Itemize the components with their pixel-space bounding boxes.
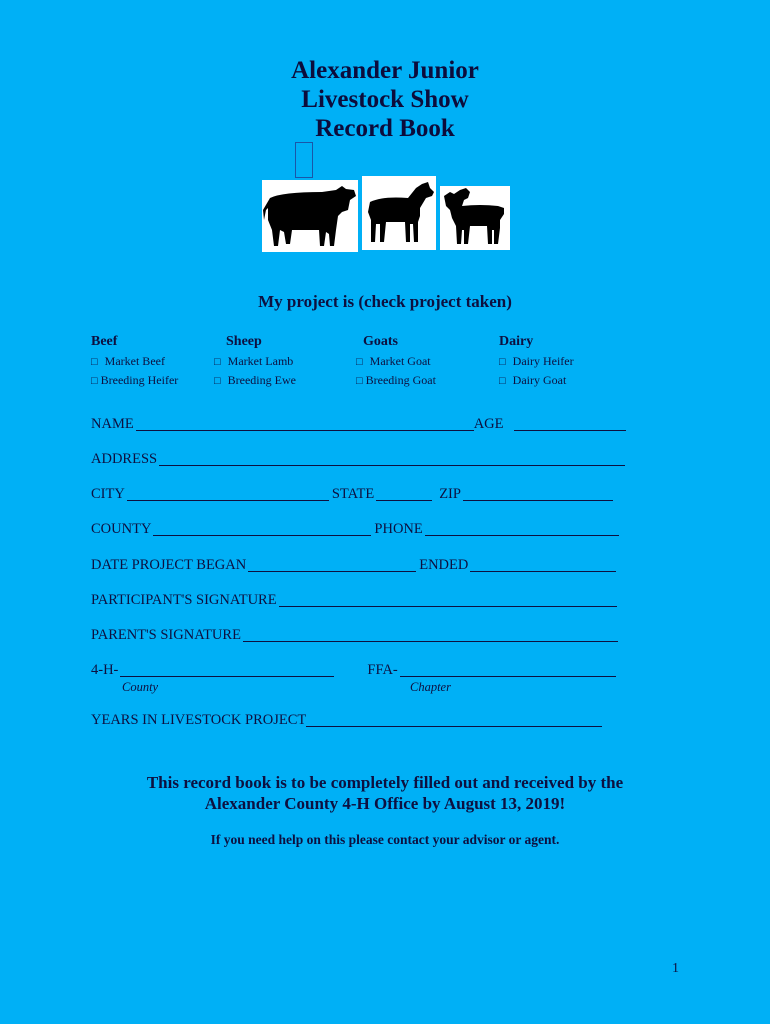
checkbox-icon[interactable]: □ — [214, 375, 221, 387]
parent-signature-field[interactable] — [243, 627, 618, 642]
column-title: Goats — [363, 334, 398, 349]
fourh-ffa-row — [91, 662, 619, 679]
ffa-label: FFA- — [367, 662, 398, 678]
parent-signature-row — [91, 627, 621, 644]
years-label: YEARS IN LIVESTOCK PROJECT — [91, 712, 307, 728]
state-field[interactable] — [376, 486, 432, 501]
deadline-notice — [0, 772, 770, 814]
option-label: Market Goat — [369, 354, 431, 368]
title-line-1: Alexander Junior — [291, 57, 479, 84]
county-phone-row — [91, 521, 622, 538]
option-label: Breeding Ewe — [227, 373, 296, 387]
name-field[interactable] — [136, 416, 474, 431]
participant-signature-row — [91, 592, 620, 609]
checkbox-icon[interactable]: □ — [356, 356, 363, 368]
project-column-sheep — [214, 333, 296, 390]
goat-silhouette-icon — [440, 186, 510, 250]
name-label: NAME — [91, 416, 134, 432]
age-field[interactable] — [514, 416, 626, 431]
zip-label: ZIP — [439, 486, 461, 502]
checkbox-icon[interactable]: □ — [499, 356, 506, 368]
address-label: ADDRESS — [91, 451, 158, 467]
column-title: Beef — [91, 334, 118, 349]
lamb-silhouette-icon — [362, 176, 436, 250]
county-label: COUNTY — [91, 521, 152, 537]
years-field[interactable] — [306, 712, 602, 727]
checkbox-option[interactable] — [91, 352, 178, 371]
checkbox-option[interactable] — [356, 352, 436, 371]
checkbox-option[interactable] — [356, 371, 436, 390]
date-began-field[interactable] — [248, 557, 416, 572]
parent-signature-label: PARENT'S SIGNATURE — [91, 627, 241, 643]
checkbox-option[interactable] — [91, 371, 178, 390]
project-column-dairy — [499, 333, 574, 390]
participant-signature-label: PARTICIPANT'S SIGNATURE — [91, 592, 277, 608]
project-heading: My project is (check project taken) — [258, 292, 512, 311]
ended-field[interactable] — [470, 557, 616, 572]
notice-line-2: Alexander County 4-H Office by August 13, 2019! — [204, 794, 566, 813]
title-line-2: Livestock Show — [301, 86, 469, 113]
checkbox-icon[interactable]: □ — [499, 375, 506, 387]
city-label: CITY — [91, 486, 125, 502]
title-line-3: Record Book — [315, 115, 455, 142]
page-number: 1 — [672, 961, 679, 976]
page-title — [0, 56, 770, 143]
checkbox-option[interactable] — [214, 352, 296, 371]
name-age-row — [91, 416, 629, 433]
option-label: Dairy Heifer — [512, 354, 574, 368]
checkbox-icon[interactable]: □ — [91, 375, 98, 387]
state-label: STATE — [331, 486, 375, 502]
cow-silhouette-icon — [262, 180, 358, 252]
fourh-field[interactable] — [120, 662, 334, 677]
help-note: If you need help on this please contact your advisor or agent. — [210, 832, 560, 847]
option-label: Market Beef — [104, 354, 165, 368]
missing-glyph-box — [295, 142, 313, 178]
city-state-zip-row — [91, 486, 616, 503]
checkbox-option[interactable] — [214, 371, 296, 390]
option-label: Market Lamb — [227, 354, 294, 368]
project-column-goats — [356, 333, 436, 390]
county-field[interactable] — [153, 521, 371, 536]
checkbox-option[interactable] — [499, 371, 574, 390]
city-field[interactable] — [127, 486, 329, 501]
option-label: Breeding Goat — [365, 373, 436, 387]
checkbox-icon[interactable]: □ — [356, 375, 363, 387]
address-row — [91, 451, 628, 468]
ffa-field[interactable] — [400, 662, 616, 677]
fourh-county-caption: County — [122, 680, 159, 694]
phone-field[interactable] — [425, 521, 619, 536]
date-began-label: DATE PROJECT BEGAN — [91, 557, 247, 573]
option-label: Breeding Heifer — [100, 373, 179, 387]
address-field[interactable] — [159, 451, 625, 466]
ended-label: ENDED — [419, 557, 469, 573]
fourh-label: 4-H- — [91, 662, 119, 678]
project-column-beef — [91, 333, 178, 390]
option-label: Dairy Goat — [512, 373, 567, 387]
years-row — [91, 712, 605, 729]
notice-line-1: This record book is to be completely filled out and received by the — [146, 773, 624, 792]
phone-label: PHONE — [374, 521, 423, 537]
zip-field[interactable] — [463, 486, 613, 501]
checkbox-icon[interactable]: □ — [214, 356, 221, 368]
age-label: AGE — [473, 416, 504, 432]
column-title: Sheep — [226, 334, 262, 349]
participant-signature-field[interactable] — [279, 592, 617, 607]
date-row — [91, 557, 619, 574]
ffa-chapter-caption: Chapter — [410, 680, 451, 694]
checkbox-icon[interactable]: □ — [91, 356, 98, 368]
column-title: Dairy — [499, 334, 534, 349]
checkbox-option[interactable] — [499, 352, 574, 371]
